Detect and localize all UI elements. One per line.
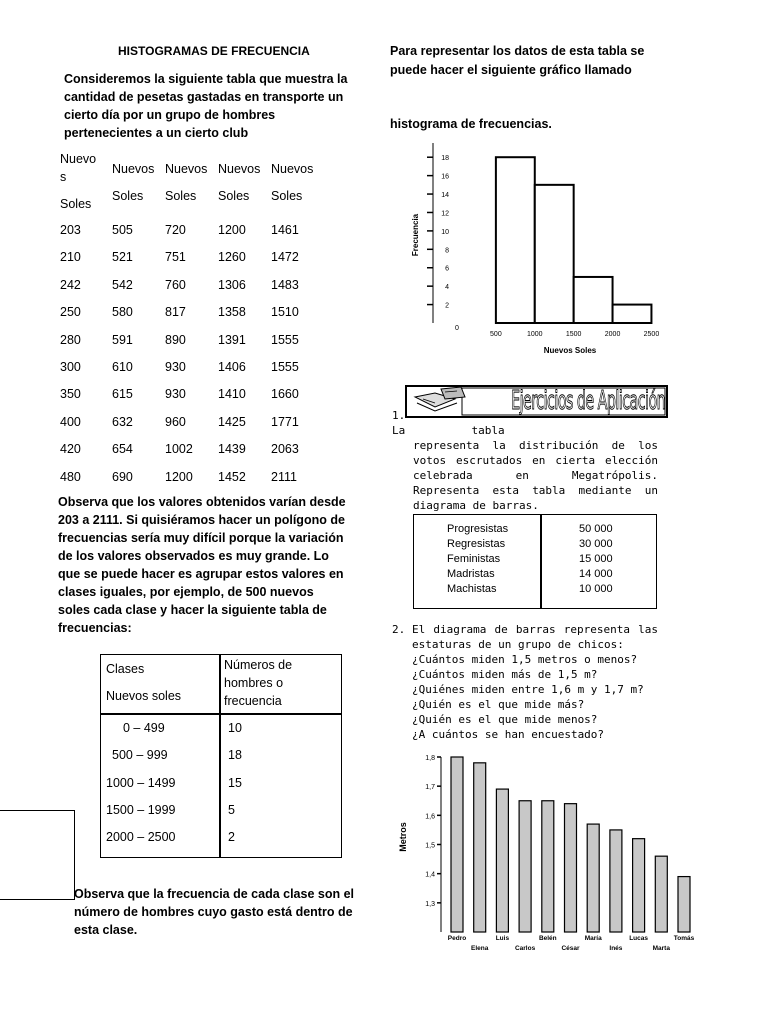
table-header: Nuevos [218, 162, 261, 176]
table-header: Soles [218, 189, 250, 203]
table-divider [540, 515, 542, 608]
table-header: Soles [165, 189, 197, 203]
table-cell: 242 [60, 277, 81, 292]
table-cell: 2063 [271, 442, 299, 457]
question-line: ¿A cuántos se han encuestado? [412, 728, 605, 741]
table-header: s [60, 170, 67, 184]
height-bar [610, 830, 622, 932]
explanation-paragraph: Observa que los valores obtenidos varían desde 203 a 2111. Si quisiéramos hacer un polígono de frecuencias sería muy difícil porque la variación de los valores observados es muy grande. Lo que se puede hacer es agrupar estos valores en clases iguales, por ejemplo, de 500 nuevos soles cada clase y hacer la siguiente tabla de frecuencias: [58, 495, 346, 635]
category-label: Belén [538, 935, 557, 942]
vote-count: 14 000 [579, 568, 613, 580]
table-cell: 960 [165, 414, 186, 429]
height-bar [542, 801, 554, 932]
table-cell: 280 [60, 332, 81, 347]
table-header: Nuevos [112, 162, 155, 176]
table-cell: 300 [60, 360, 81, 374]
table-divider [219, 655, 221, 857]
party-name: Progresistas [447, 523, 509, 535]
height-bar [678, 877, 690, 932]
frequency-table [100, 654, 342, 858]
height-bar [474, 763, 486, 932]
category-label: Marta [652, 945, 670, 952]
table-header: Soles [60, 197, 92, 211]
exercise-1-start: La tabla [392, 424, 505, 437]
table-cell: 1260 [218, 250, 246, 265]
table-cell: 632 [112, 414, 133, 429]
y-tick-label: 2 [445, 302, 449, 310]
table-cell: 505 [112, 223, 133, 237]
exercise-2-line: El diagrama de barras representa las [412, 623, 658, 636]
table-cell: 350 [60, 387, 81, 402]
table-header: Nuevos soles [106, 689, 182, 703]
table-cell: 817 [165, 305, 186, 320]
question-line: ¿Quién es el que mide más? [412, 698, 585, 711]
table-header: Soles [271, 189, 303, 203]
y-tick-label: 1,8 [425, 755, 435, 762]
vote-count: 10 000 [579, 583, 613, 595]
table-header: Números de [224, 658, 293, 672]
table-cell: 654 [112, 442, 133, 457]
table-cell: 1002 [165, 442, 193, 457]
x-axis-title: Nuevos Soles [543, 346, 597, 355]
height-bar [655, 856, 667, 932]
table-cell: 1452 [218, 469, 246, 484]
table-cell: 420 [60, 442, 81, 457]
y-tick-label: 1,5 [425, 842, 435, 850]
category-label: Inés [609, 945, 623, 952]
party-name: Feministas [447, 553, 501, 565]
table-cell: 1510 [271, 305, 299, 320]
question-line: ¿Cuántos miden 1,5 metros o menos? [412, 653, 638, 666]
x-tick-label: 1000 [526, 331, 543, 338]
frequency-cell: 10 [228, 721, 242, 735]
vote-count: 15 000 [579, 553, 613, 565]
question-line: estaturas de un grupo de chicos: [412, 638, 624, 651]
x-tick-label: 2000 [604, 331, 621, 338]
class-cell: 2000 – 2500 [106, 830, 176, 844]
table-cell: 1406 [218, 360, 246, 374]
histogram-bar [574, 277, 613, 323]
category-label: María [584, 935, 602, 942]
height-bar [496, 789, 508, 932]
question-line: ¿Cuántos miden más de 1,5 m? [412, 668, 598, 681]
table-cell: 1425 [218, 414, 246, 429]
y-tick-label: 6 [445, 265, 449, 273]
table-cell: 580 [112, 305, 133, 320]
table-cell: 1555 [271, 360, 299, 374]
height-bar [587, 824, 599, 932]
table-cell: 1306 [218, 277, 246, 292]
table-cell: 751 [165, 250, 186, 265]
y-tick-label: 14 [441, 192, 449, 200]
table-cell: 610 [112, 360, 133, 374]
exercise-2-text [412, 622, 658, 742]
origin-label: 0 [455, 325, 459, 332]
table-cell: 2111 [271, 469, 297, 484]
heights-bar-chart [393, 752, 698, 957]
party-name: Madristas [447, 568, 495, 580]
height-bar [633, 839, 645, 932]
vote-count: 30 000 [579, 538, 613, 550]
category-label: Pedro [447, 935, 467, 942]
banner-title: Ejercicios de Aplicación [511, 386, 666, 416]
table-header: frecuencia [224, 694, 282, 708]
y-tick-label: 1,3 [425, 900, 435, 908]
table-cell: 591 [112, 332, 133, 347]
table-header: hombres o [224, 676, 284, 690]
table-cell: 1200 [165, 469, 193, 484]
histogram-bar [535, 185, 574, 323]
table-divider [101, 713, 341, 715]
histogram-chart [405, 138, 670, 360]
height-bar [565, 804, 577, 932]
class-cell: 1500 – 1999 [106, 803, 176, 817]
table-cell: 1472 [271, 250, 299, 265]
category-label: Lucas [629, 935, 648, 942]
frequency-cell: 18 [228, 748, 242, 762]
intro-paragraph: Consideremos la siguiente tabla que muestra la cantidad de pesetas gastadas en transporte un cierto día por un grupo de hombres pertenecientes a un cierto club [64, 72, 348, 140]
table-header: Nuevo [60, 152, 97, 166]
exercise-2-number: 2. [392, 623, 406, 636]
empty-frame [0, 810, 75, 900]
y-tick-label: 1,7 [425, 784, 435, 792]
votes-table [413, 514, 657, 609]
category-label: Luis [495, 935, 510, 942]
vote-count: 50 000 [579, 523, 613, 535]
y-tick-label: 12 [441, 210, 449, 218]
x-tick-label: 500 [490, 331, 502, 338]
table-cell: 1483 [271, 277, 299, 292]
frequency-cell: 5 [228, 803, 235, 817]
table-header: Nuevos [271, 162, 314, 176]
class-cell: 0 – 499 [123, 721, 165, 735]
table-cell: 1660 [271, 387, 299, 402]
table-cell: 1410 [218, 387, 246, 402]
y-tick-label: 1,4 [425, 871, 435, 879]
table-cell: 890 [165, 332, 186, 347]
y-tick-label: 10 [441, 228, 449, 236]
category-label: Carlos [514, 945, 536, 952]
frequency-cell: 15 [228, 776, 242, 790]
party-name: Machistas [447, 583, 497, 595]
table-cell: 250 [60, 305, 81, 320]
table-cell: 930 [165, 360, 186, 374]
table-cell: 615 [112, 387, 133, 402]
table-cell: 521 [112, 250, 133, 265]
category-label: Tomás [673, 935, 695, 942]
table-cell: 1439 [218, 442, 246, 457]
category-label: César [561, 945, 580, 952]
height-bar [451, 757, 463, 932]
table-cell: 1200 [218, 223, 246, 237]
frequency-cell: 2 [228, 830, 235, 844]
table-cell: 210 [60, 250, 81, 265]
table-cell: 690 [112, 469, 133, 484]
y-tick-label: 1,6 [425, 813, 435, 821]
histogram-bar [496, 157, 535, 323]
table-cell: 1391 [218, 332, 246, 347]
x-tick-label: 1500 [565, 331, 582, 338]
table-cell: 1771 [271, 414, 299, 429]
class-cell: 1000 – 1499 [106, 776, 176, 790]
closing-paragraph: Observa que la frecuencia de cada clase son el número de hombres cuyo gasto está dentro de esta clase. [74, 887, 354, 937]
y-tick-label: 8 [445, 247, 449, 255]
y-axis-title: Metros [398, 822, 408, 852]
y-tick-label: 4 [445, 284, 449, 292]
exercise-1-number: 1. [392, 409, 406, 422]
class-cell: 500 – 999 [112, 748, 168, 762]
question-line: ¿Quiénes miden entre 1,6 m y 1,7 m? [412, 683, 644, 696]
table-cell: 203 [60, 223, 81, 237]
table-cell: 1555 [271, 332, 299, 347]
table-header: Clases [106, 662, 145, 676]
histogram-caption: histograma de frecuencias. [390, 117, 552, 131]
table-header: Nuevos [165, 162, 208, 176]
table-cell: 1461 [271, 223, 299, 237]
x-tick-label: 2500 [643, 331, 660, 338]
table-cell: 1358 [218, 305, 246, 320]
category-label: Elena [471, 945, 489, 952]
table-cell: 400 [60, 414, 81, 429]
question-line: ¿Quién es el que mide menos? [412, 713, 598, 726]
table-header: Soles [112, 189, 144, 203]
exercise-banner [405, 385, 668, 418]
histogram-intro: Para representar los datos de esta tabla se puede hacer el siguiente gráfico llamado [390, 44, 645, 77]
party-name: Regresistas [447, 538, 506, 550]
table-cell: 930 [165, 387, 186, 402]
table-cell: 760 [165, 277, 186, 292]
histogram-bar [613, 305, 652, 323]
exercise-1-text: representa la distribución de los votos escrutados en cierta elección celebrada en Megatrópolis. Representa esta tabla mediante un diagrama de barras. [413, 439, 658, 512]
table-cell: 480 [60, 469, 81, 484]
table-cell: 720 [165, 223, 186, 237]
y-tick-label: 16 [441, 173, 449, 181]
y-tick-label: 18 [441, 155, 449, 163]
height-bar [519, 801, 531, 932]
page-title: HISTOGRAMAS DE FRECUENCIA [118, 44, 310, 58]
y-axis-title: Frecuencia [411, 213, 420, 257]
table-cell: 542 [112, 277, 133, 292]
